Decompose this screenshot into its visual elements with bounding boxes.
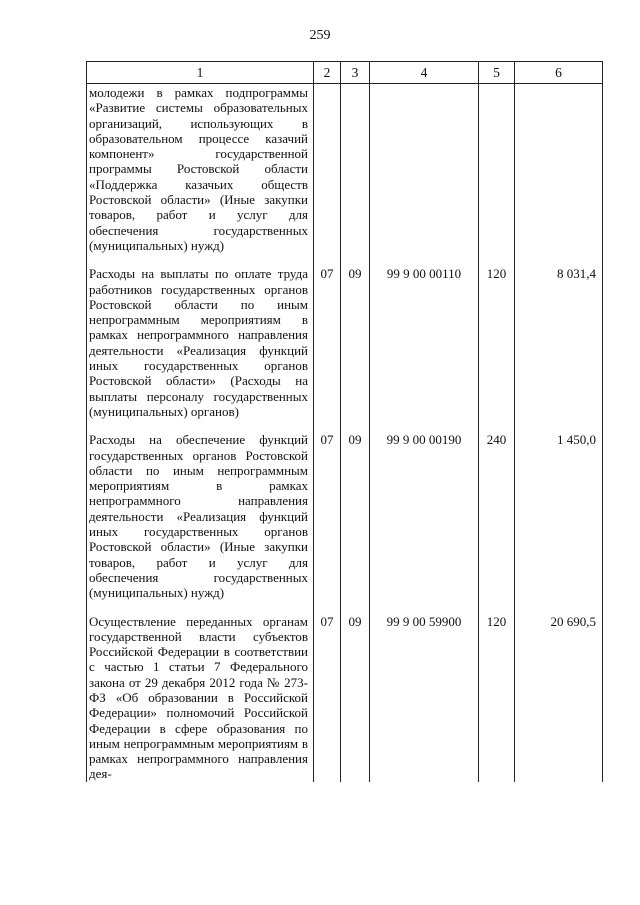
column-header-target-article: 4 <box>370 62 479 84</box>
row-expense-type: 120 <box>479 253 515 419</box>
column-header-subsection: 3 <box>341 62 370 84</box>
row-subsection <box>341 84 370 254</box>
table-row <box>87 84 603 254</box>
table-row <box>87 601 603 782</box>
table-row <box>87 253 603 419</box>
row-name: Расходы на обеспечение функций государственных органов Ростовской области по иным непрограммным мероприятиям в рамках непрограммного направления деятельности «Реализация функций иных государственных органов Ростовской области» (Иные закупки товаров, работ и услуг для обеспечения государственных (муниципальных) нужд) <box>87 419 314 600</box>
row-name: Расходы на выплаты по оплате труда работников государственных органов Ростовской области по иным непрограммным мероприятиям в рамках непрограммного направления деятельности «Реализация функций иных государственных органов Ростовской области» (Расходы на выплаты персоналу государственных (муниципальных) органов) <box>87 253 314 419</box>
row-name: молодежи в рамках подпрограммы «Развитие системы образовательных организаций, использующих в образовательном процессе казачий компонент» государственной программы Ростовской области «Поддержка казачьих обществ Ростовской области» (Иные закупки товаров, работ и услуг для обеспечения государственных (муниципальных) нужд) <box>87 84 314 254</box>
row-target-article: 99 9 00 00190 <box>370 419 479 600</box>
row-subsection: 09 <box>341 601 370 782</box>
table-row <box>87 419 603 600</box>
row-section: 07 <box>314 601 341 782</box>
row-subsection: 09 <box>341 419 370 600</box>
column-header-section: 2 <box>314 62 341 84</box>
row-name: Осуществление переданных органам государственной власти субъектов Российской Федерации в соответствии с частью 1 статьи 7 Федерального закона от 29 декабря 2012 года № 273-ФЗ «Об образовании в Российской Федерации» полномочий Российской Федерации в сфере образования по иным непрограммным мероприятиям в рамках непрограммного направления дея- <box>87 601 314 782</box>
column-header-amount: 6 <box>515 62 603 84</box>
row-section <box>314 84 341 254</box>
row-amount: 1 450,0 <box>515 419 603 600</box>
row-target-article: 99 9 00 00110 <box>370 253 479 419</box>
row-amount: 20 690,5 <box>515 601 603 782</box>
row-subsection: 09 <box>341 253 370 419</box>
row-expense-type <box>479 84 515 254</box>
row-section: 07 <box>314 419 341 600</box>
page-number: 259 <box>309 28 331 43</box>
row-expense-type: 240 <box>479 419 515 600</box>
budget-table <box>86 61 603 782</box>
row-target-article <box>370 84 479 254</box>
row-section: 07 <box>314 253 341 419</box>
row-amount: 8 031,4 <box>515 253 603 419</box>
row-amount <box>515 84 603 254</box>
table-header-row <box>87 62 603 84</box>
column-header-name: 1 <box>87 62 314 84</box>
column-header-expense-type: 5 <box>479 62 515 84</box>
row-target-article: 99 9 00 59900 <box>370 601 479 782</box>
row-expense-type: 120 <box>479 601 515 782</box>
